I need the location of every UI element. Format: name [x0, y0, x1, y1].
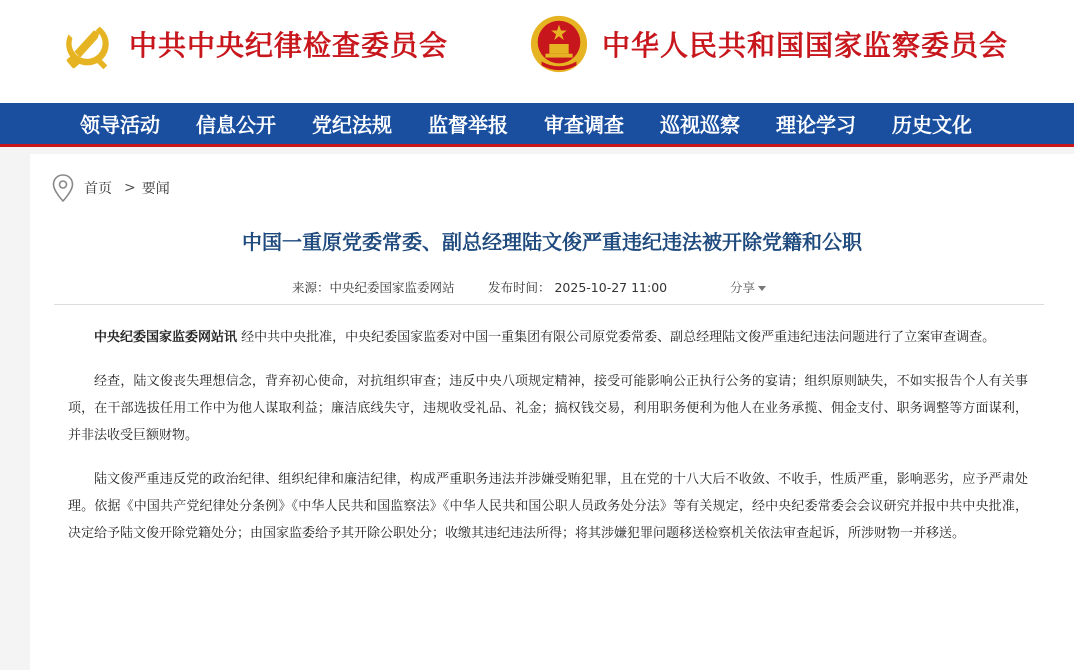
breadcrumb-separator: > [124, 180, 136, 196]
divider [54, 304, 1044, 305]
article-paragraph-2: 经查，陆文俊丧失理想信念，背弃初心使命，对抗组织审查；违反中央八项规定精神，接受可能影响公正执行公务的宴请；组织原则缺失，不如实报告个人有关事项，在干部选拔任用工作中为他人谋取利益；廉洁底线失守，违规收受礼品、礼金；搞权钱交易，利用职务便利为他人在业务承揽、佣金支付、职务调整等方面谋利，并非法收受巨额财物。 [68, 374, 1028, 443]
nav-item-theory[interactable]: 理论学习 [776, 113, 856, 137]
breadcrumb-home-link[interactable]: 首页 [84, 181, 112, 197]
nsc-title: 中华人民共和国国家监察委员会 [602, 29, 1009, 62]
share-button[interactable] [730, 278, 766, 296]
nav-item-report[interactable]: 监督举报 [428, 113, 508, 137]
nsc-logo-link[interactable] [528, 13, 1008, 75]
main-nav [0, 103, 1074, 147]
article-body [68, 324, 1028, 564]
breadcrumb-current-link[interactable]: 要闻 [141, 181, 170, 197]
nav-item-leadership[interactable]: 领导活动 [80, 113, 160, 137]
breadcrumb [52, 174, 170, 202]
article-paragraph-3: 陆文俊严重违反党的政治纪律、组织纪律和廉洁纪律，构成严重职务违法并涉嫌受贿犯罪，且在党的十八大后不收敛、不收手，性质严重，影响恶劣，应予严肃处理。依据《中国共产党纪律处分条例》《中华人民共和国监察法》《中华人民共和国公职人员政务处分法》等有关规定，经中央纪委常委会会议研究并报中共中央批准，决定给予陆文俊开除党籍处分；由国家监委给予其开除公职处分；收缴其违纪违法所得；将其涉嫌犯罪问题移送检察机关依法审查起诉，所涉财物一并移送。 [68, 472, 1028, 541]
nav-item-history[interactable]: 历史文化 [892, 113, 972, 137]
article-publish-time: 发布时间： 2025-10-27 11:00 [488, 280, 668, 295]
nav-item-info-disclosure[interactable]: 信息公开 [196, 113, 276, 137]
article-paragraph-1 [68, 324, 1028, 351]
nav-item-investigation[interactable]: 审查调查 [544, 113, 624, 137]
nav-item-regulations[interactable]: 党纪法规 [312, 113, 392, 137]
share-label: 分享 [730, 280, 756, 295]
ccdi-title: 中共中央纪律检查委员会 [129, 29, 449, 62]
location-pin-icon [52, 174, 74, 202]
party-emblem-icon [55, 13, 117, 75]
article-lead: 中央纪委国家监委网站讯 [94, 330, 238, 345]
article-paragraph-1-text: 经中共中央批准，中央纪委国家监委对中国一重集团有限公司原党委常委、副总经理陆文俊严重违纪违法问题进行了立案审查调查。 [237, 330, 996, 345]
site-header [0, 0, 1074, 103]
nav-item-inspection[interactable]: 巡视巡察 [660, 113, 740, 137]
article-title: 中国一重原党委常委、副总经理陆文俊严重违纪违法被开除党籍和公职 [242, 230, 862, 254]
national-emblem-icon [528, 13, 590, 75]
chevron-down-icon [758, 286, 766, 291]
ccdi-logo-link[interactable] [55, 13, 448, 75]
article-source: 来源：中央纪委国家监委网站 [292, 280, 455, 295]
content-panel [30, 154, 1074, 670]
